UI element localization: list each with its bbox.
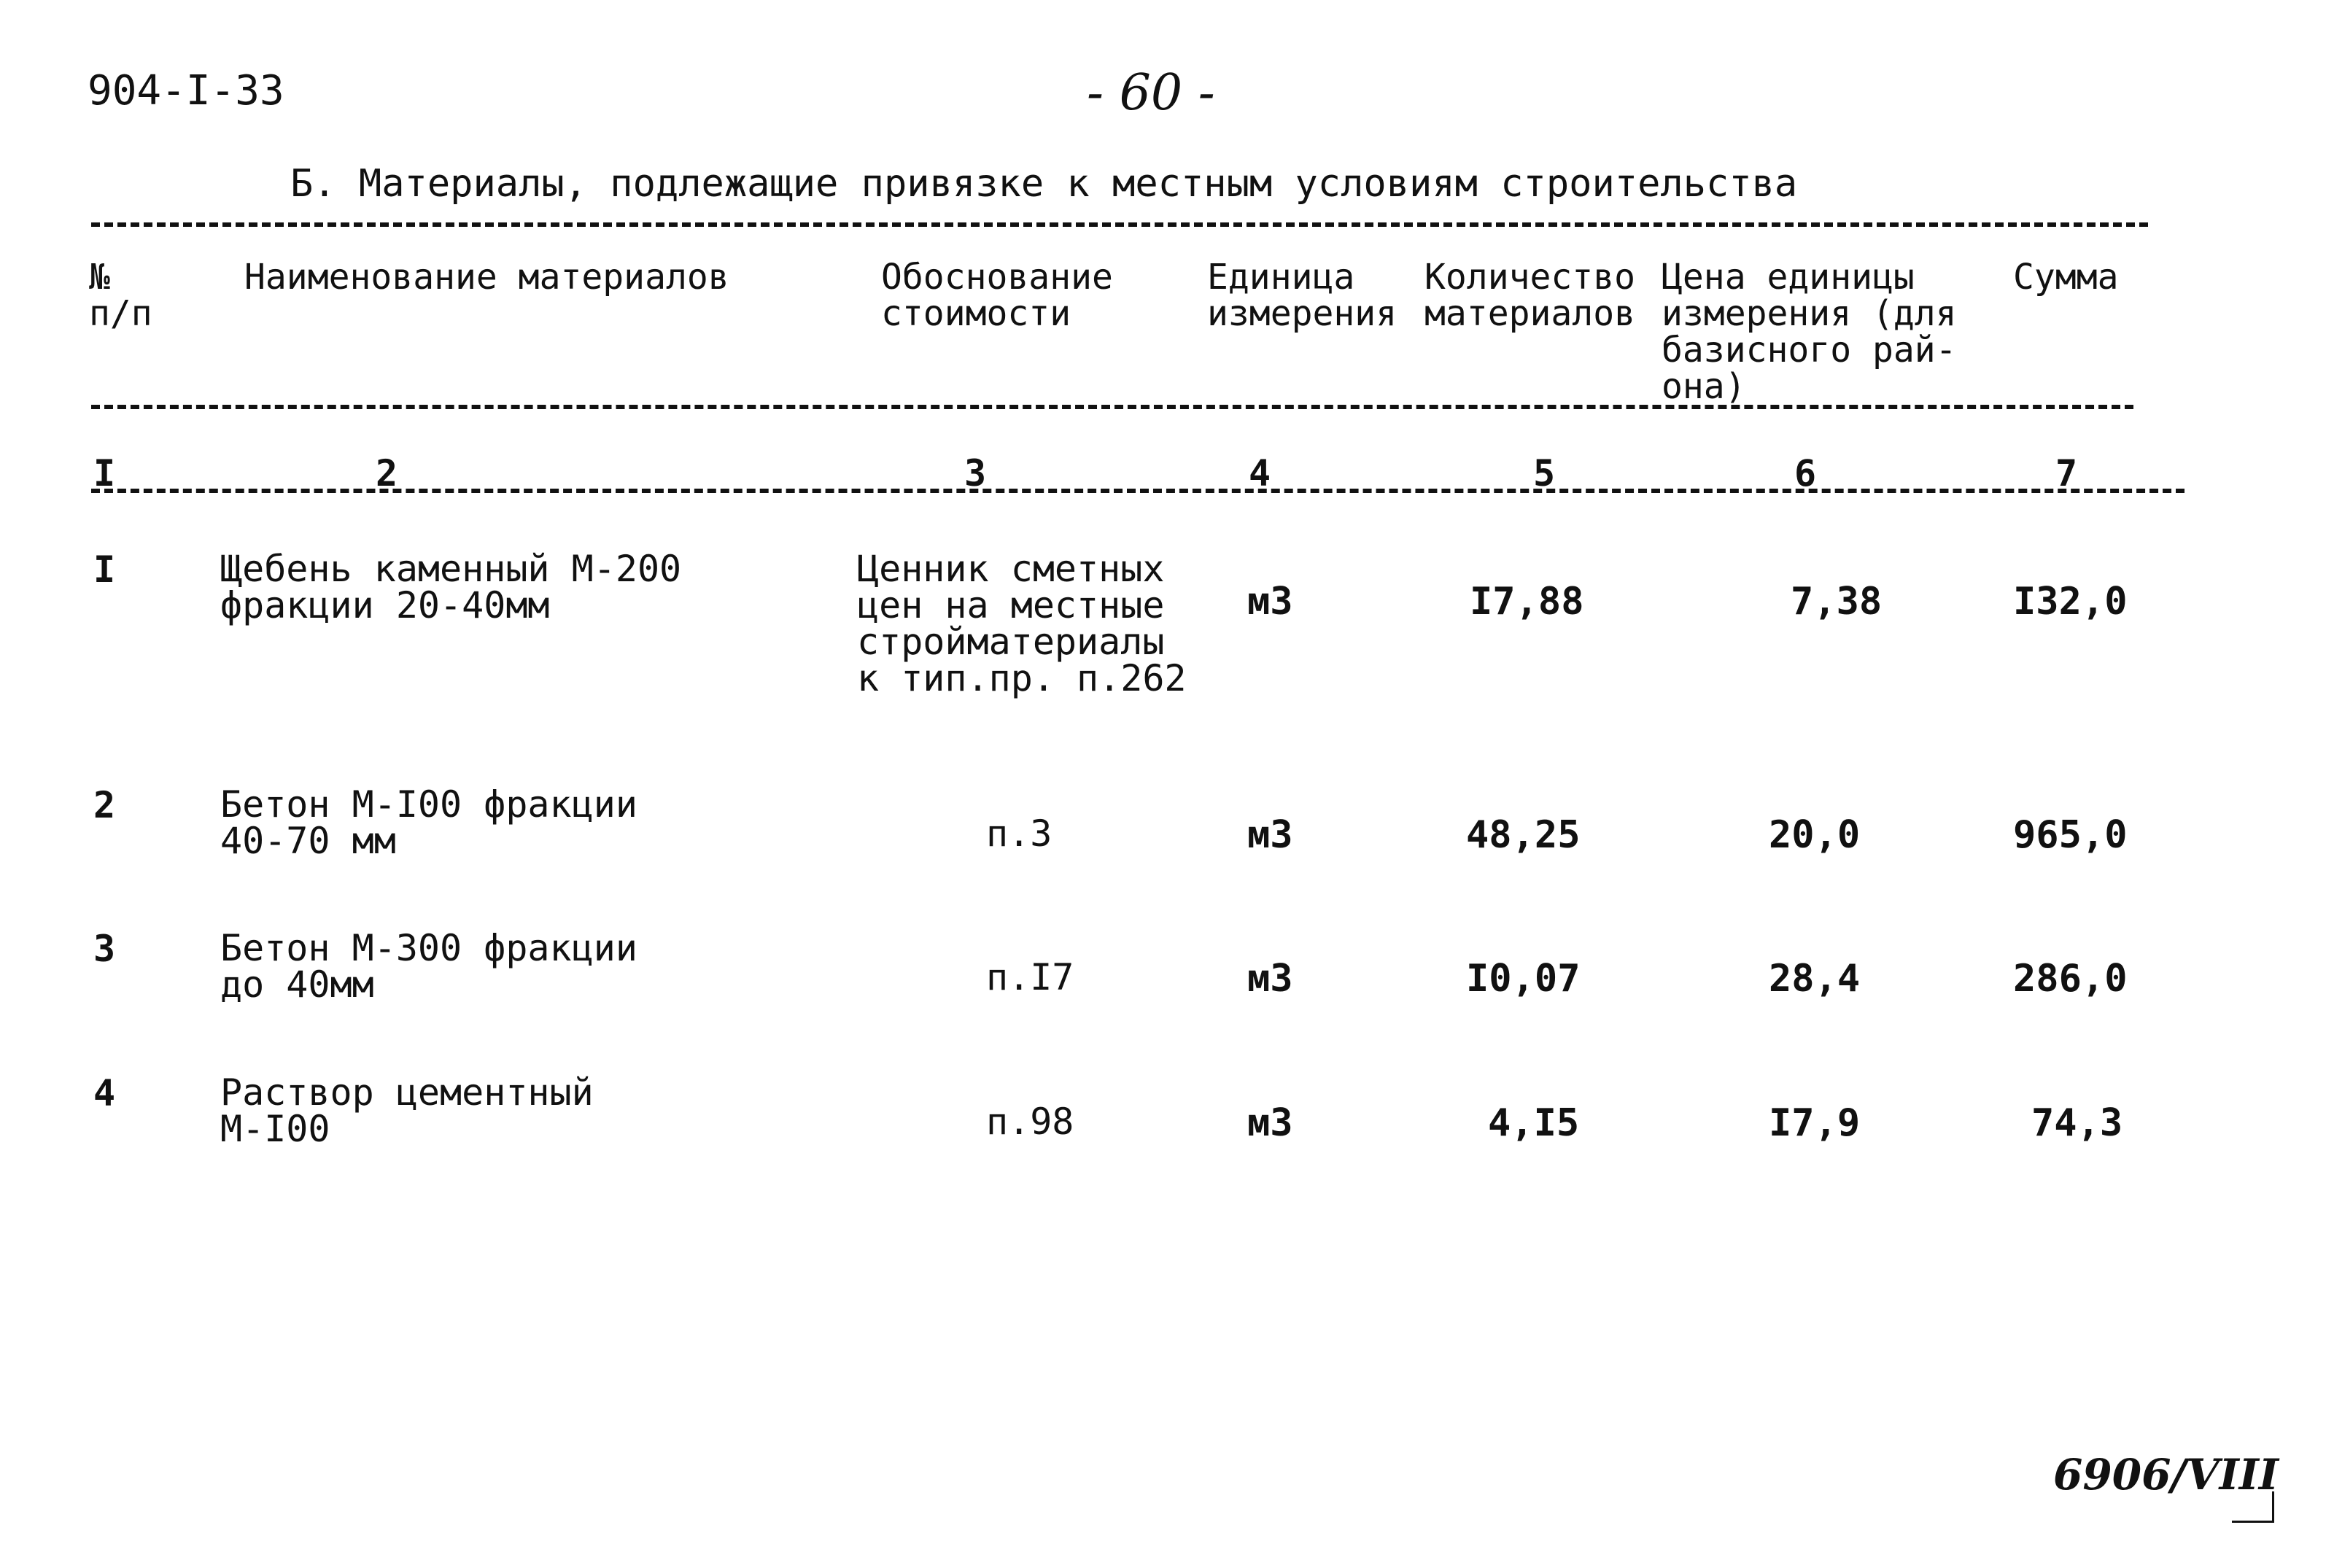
material-name: Щебень каменный М-200 фракции 20-40мм: [220, 548, 682, 626]
col-number-5: 5: [1533, 452, 1556, 494]
unit: м3: [1247, 957, 1293, 1001]
material-name: Бетон М-I00 фракции 40-70 мм: [220, 783, 637, 862]
corner-mark: [2232, 1491, 2274, 1523]
col-header-basis: Обоснование стоимости: [881, 257, 1113, 334]
material-name: Раствор цементный М-I00: [220, 1071, 594, 1150]
column-number-rule: [91, 489, 2184, 493]
col-header-unit: Единица измерения: [1207, 257, 1397, 334]
unit-price: 7,38: [1791, 580, 1883, 624]
col-header-name: Наименование материалов: [244, 257, 729, 298]
header-bottom-rule: [91, 405, 2133, 409]
sum: 74,3: [2031, 1101, 2123, 1145]
table-top-rule: [91, 222, 2148, 227]
quantity: 48,25: [1466, 813, 1581, 857]
col-header-index: № п/п: [89, 257, 152, 334]
col-number-7: 7: [2055, 452, 2078, 494]
unit: м3: [1247, 580, 1293, 624]
cost-basis: п.98: [986, 1101, 1074, 1143]
col-number-3: 3: [964, 452, 987, 494]
row-index: 2: [93, 784, 116, 826]
material-name: Бетон М-300 фракции до 40мм: [220, 927, 637, 1006]
col-header-price: Цена единицы измерения (для базисного рай- она): [1662, 257, 1957, 407]
unit-price: I7,9: [1769, 1101, 1861, 1145]
unit: м3: [1247, 1101, 1293, 1145]
col-header-sum: Сумма: [2013, 257, 2119, 298]
row-index: I: [93, 548, 116, 591]
sum: I32,0: [2013, 580, 2128, 624]
quantity: I7,88: [1470, 580, 1584, 624]
col-number-6: 6: [1794, 452, 1817, 494]
unit-price: 28,4: [1769, 957, 1861, 1001]
unit-price: 20,0: [1769, 813, 1861, 857]
quantity: I0,07: [1466, 957, 1581, 1001]
col-number-4: 4: [1249, 452, 1271, 494]
cost-basis: п.3: [986, 812, 1052, 855]
quantity: 4,I5: [1488, 1101, 1580, 1145]
unit: м3: [1247, 813, 1293, 857]
sum: 286,0: [2013, 957, 2128, 1001]
cost-basis: п.I7: [986, 956, 1074, 998]
col-number-1: I: [93, 452, 116, 494]
row-index: 4: [93, 1072, 116, 1114]
col-number-2: 2: [376, 452, 398, 494]
document-code: 904-I-33: [88, 67, 284, 115]
col-header-quantity: Количество материалов: [1424, 257, 1635, 334]
row-index: 3: [93, 928, 116, 970]
cost-basis: Ценник сметных цен на местные стройматериалы к тип.пр. п.262: [857, 548, 1187, 699]
archive-stamp: 6906/VIII: [2053, 1450, 2279, 1499]
page-number: - 60 -: [1087, 64, 1215, 122]
section-title: Б. Материалы, подлежащие привязке к местным условиям строительства: [290, 162, 1798, 206]
sum: 965,0: [2013, 813, 2128, 857]
